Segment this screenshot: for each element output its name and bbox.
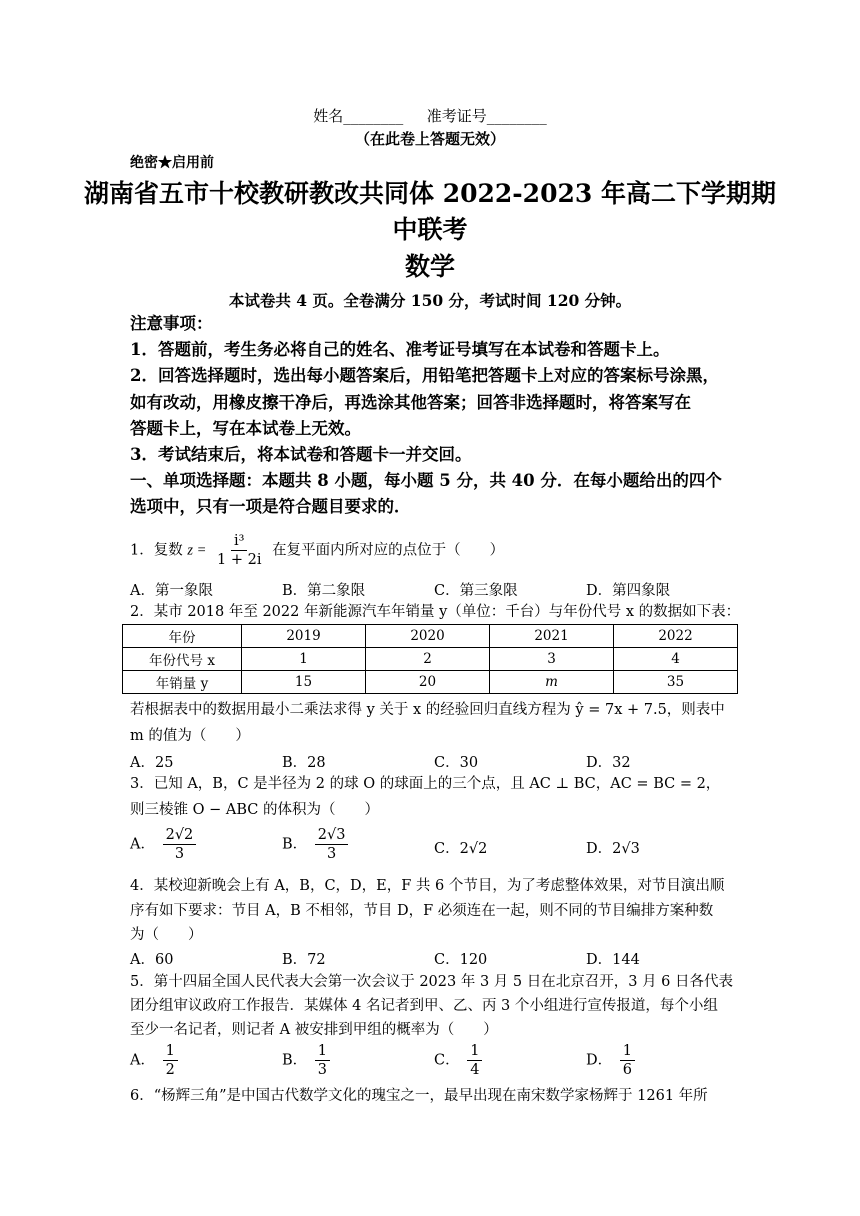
exam-title-line2: 中联考 <box>392 215 468 244</box>
q2-line3: m 的值为（ ） <box>130 728 250 744</box>
q1-option-d: D．第四象限 <box>586 583 671 599</box>
q2-option-c: C．30 <box>434 755 479 771</box>
table-row: 年销量 y 15 20 m 35 <box>123 671 738 694</box>
notes-heading: 注意事项： <box>130 314 213 333</box>
exam-title-line1: 湖南省五市十校教研教改共同体 2022-2023 年高二下学期期 <box>84 179 776 208</box>
ticket-field: 准考证号________ <box>426 107 547 125</box>
note-1: 1．答题前，考生务必将自己的姓名、准考证号填写在本试卷和答题卡上。 <box>130 340 670 359</box>
q2-line2: 若根据表中的数据用最小二乘法求得 y 关于 x 的经验回归直线方程为 ŷ = 7x + 7.5，则表中 <box>130 702 725 718</box>
q4-option-a: A．60 <box>130 952 174 968</box>
q5-option-d: D． $\frac{1}{6}$ <box>586 1042 638 1079</box>
q3-option-c: C．2√2 <box>434 841 488 857</box>
note-3: 3．考试结束后，将本试卷和答题卡一并交回。 <box>130 445 472 464</box>
q4-option-b: B．72 <box>282 952 326 968</box>
q1-fraction: $\frac{\text{i³}}{1 + 2i}$ <box>217 533 262 568</box>
invalid-note: （在此卷上答题无效） <box>354 130 505 148</box>
question-5-line2: 团分组审议政府工作报告．某媒体 4 名记者到甲、乙、丙 3 个小组进行宣传报道，每个小组 <box>130 998 718 1014</box>
question-5-line1: 5．第十四届全国人民代表大会第一次会议于 2023 年 3 月 5 日在北京召开，3 月 6 日各代表 <box>130 974 734 990</box>
q5-option-b: B． $\frac{1}{3}$ <box>282 1042 333 1079</box>
section1-heading-line1: 一、单项选择题：本题共 8 小题，每小题 5 分，共 40 分．在每小题给出的四个 <box>130 471 722 490</box>
secret-label: 绝密★启用前 <box>130 155 214 171</box>
question-2: 2．某市 2018 年至 2022 年新能源汽车年销量 y（单位：千台）与年份代号 x 的数据如下表： <box>130 604 741 620</box>
table-row: 年份 2019 2020 2021 2022 <box>123 625 738 648</box>
table-row: 年份代号 x 1 2 3 4 <box>123 648 738 671</box>
q3-option-b: B． $\frac{2√3}{3}$ <box>282 826 351 863</box>
q4-option-c: C．120 <box>434 952 488 968</box>
exam-summary: 本试卷共 4 页。全卷满分 150 分，考试时间 120 分钟。 <box>228 291 632 310</box>
question-6-line1: 6．“杨辉三角”是中国古代数学文化的瑰宝之一，最早出现在南宋数学家杨辉于 1261 年所 <box>130 1088 708 1104</box>
question-4-line2: 序有如下要求：节目 A，B 不相邻，节目 D，F 必须连在一起，则不同的节目编排方案种数 <box>130 903 714 919</box>
q2-option-b: B．28 <box>282 755 326 771</box>
candidate-info <box>0 105 860 126</box>
note-2-line2: 如有改动，用橡皮擦干净后，再选涂其他答案；回答非选择题时，将答案写在 <box>130 393 691 412</box>
q5-option-a: A． $\frac{1}{2}$ <box>130 1042 181 1079</box>
question-5-line3: 至少一名记者，则记者 A 被安排到甲组的概率为（ ） <box>130 1022 498 1038</box>
question-3-line2: 则三棱锥 O − ABC 的体积为（ ） <box>130 802 379 818</box>
q1-option-a: A．第一象限 <box>130 583 213 599</box>
section1-heading-line2: 选项中，只有一项是符合题目要求的． <box>130 497 411 516</box>
question-4-line1: 4．某校迎新晚会上有 A，B，C，D，E，F 共 6 个节目，为了考虑整体效果，对节目演出顺 <box>130 878 725 894</box>
q1-option-c: C．第三象限 <box>434 583 518 599</box>
note-2-line3: 答题卡上，写在本试卷上无效。 <box>130 419 361 438</box>
q2-data-table <box>122 624 738 694</box>
q2-option-d: D．32 <box>586 755 631 771</box>
question-1: 1．复数 z = $\frac{\text{i³}}{1 + 2i}$ 在复平面内所对应的点位于（ ） <box>130 533 505 568</box>
question-3-line1: 3．已知 A，B，C 是半径为 2 的球 O 的球面上的三个点，且 AC ⊥ BC，AC = BC = 2， <box>130 776 721 792</box>
subject-title: 数学 <box>404 252 455 281</box>
question-4-line3: 为（ ） <box>130 927 203 943</box>
q5-option-c: C． $\frac{1}{4}$ <box>434 1042 485 1079</box>
q1-option-b: B．第二象限 <box>282 583 366 599</box>
q4-option-d: D．144 <box>586 952 640 968</box>
note-2-line1: 2．回答选择题时，选出每小题答案后，用铅笔把答题卡上对应的答案标号涂黑， <box>130 366 719 385</box>
name-field: 姓名________ <box>313 107 404 125</box>
q2-option-a: A．25 <box>130 755 174 771</box>
q3-option-a: A． $\frac{2√2}{3}$ <box>130 826 199 863</box>
q3-option-d: D．2√3 <box>586 841 640 857</box>
